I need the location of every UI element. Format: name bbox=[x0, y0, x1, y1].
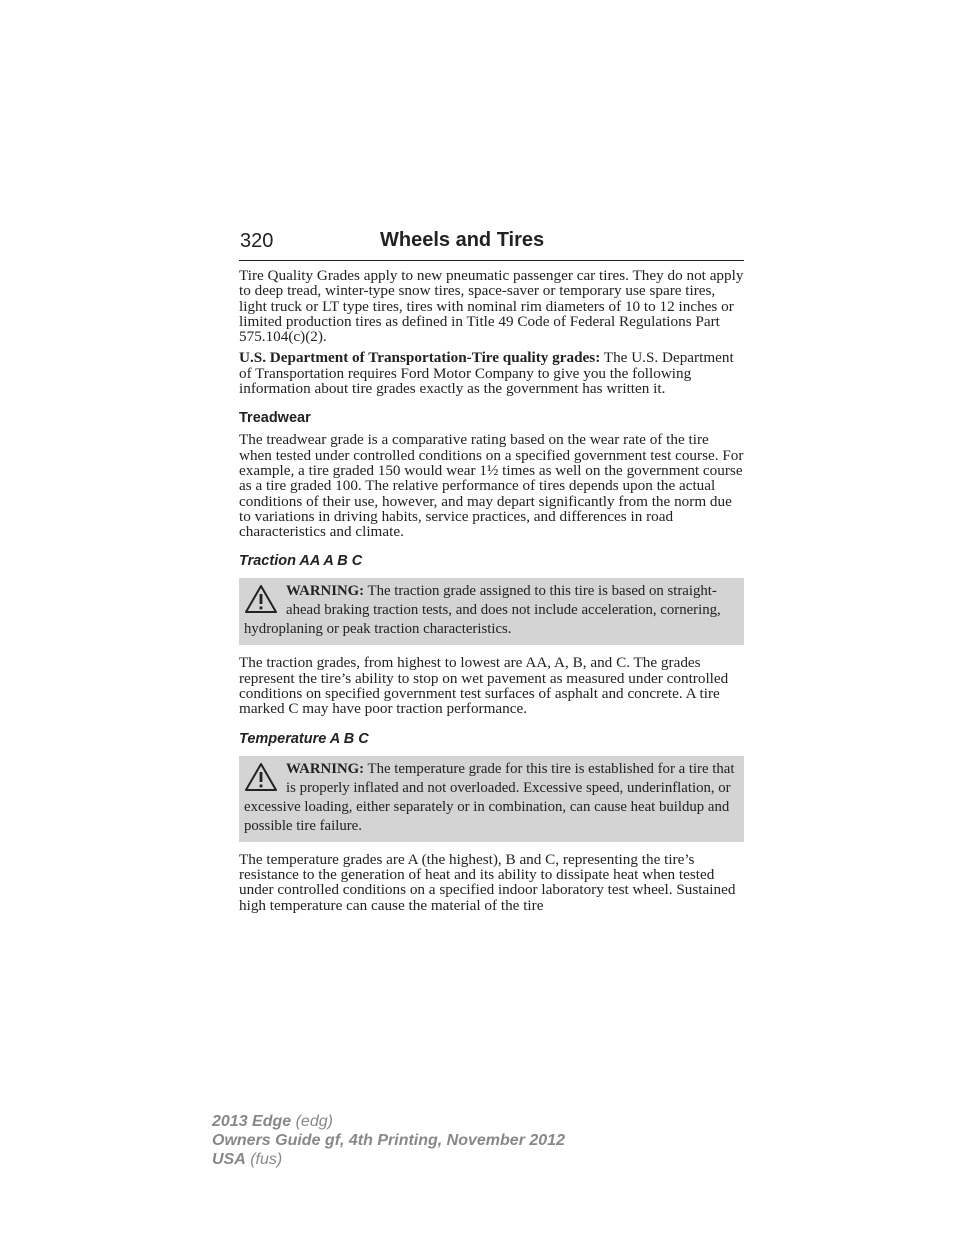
footer-line-market bbox=[212, 1150, 565, 1169]
footer-market: USA bbox=[212, 1151, 246, 1168]
footer-market-code: (fus) bbox=[245, 1151, 283, 1168]
traction-paragraph: The traction grades, from highest to lowest are AA, A, B, and C. The grades represent the tire’s ability to stop on wet pavement as measured under controlled conditions on specified government test surfaces of asphalt and concrete. A tire marked C may have poor traction performance. bbox=[239, 654, 729, 718]
footer-line-model bbox=[212, 1112, 565, 1131]
page-footer bbox=[212, 1112, 565, 1169]
intro-paragraph: Tire Quality Grades apply to new pneumatic passenger car tires. They do not apply to deep tread, winter-type snow tires, space-saver or temporary use spare tires, light truck or LT type tires, tires with nominal rim diameters of 10 to 12 inches or limited production tires as defined in Title 49 Code of Federal Regulations Part 575.104(c)(2). bbox=[239, 267, 744, 346]
treadwear-paragraph: The treadwear grade is a comparative rating based on the wear rate of the tire when tested under controlled conditions on a specified government test course. For example, a tire graded 150 would wear 1½ times as well on the government course as a tire graded 100. The relative performance of tires depends upon the actual conditions of their use, however, and may depart significantly from the norm due to variations in driving habits, service practices, and differences in road characteristics and climate. bbox=[239, 431, 744, 541]
treadwear-heading: Treadwear bbox=[239, 410, 311, 427]
temperature-heading: Temperature A B C bbox=[239, 730, 369, 747]
temperature-paragraph: The temperature grades are A (the highest), B and C, representing the tire’s resistance to the generation of heat and its ability to dissipate heat when tested under controlled conditions on a specified indoor laboratory test wheel. Sustained high temperature can cause the material of the tire bbox=[239, 850, 736, 914]
footer-printing: Owners Guide gf, 4th Printing, November 2012 bbox=[212, 1132, 565, 1149]
dot-paragraph bbox=[239, 350, 744, 396]
warning-text: The temperature grade for this tire is established for a tire that is properly inflated and not overloaded. Excessive speed, underinflation, or excessive loading, either separately or in combination, can cause heat buildup and possible tire failure. bbox=[244, 760, 735, 834]
traction-warning-box bbox=[239, 578, 744, 645]
traction-heading: Traction AA A B C bbox=[239, 553, 363, 570]
temperature-warning-box bbox=[239, 756, 744, 842]
section-title: Wheels and Tires bbox=[380, 229, 545, 251]
page-header bbox=[239, 228, 744, 261]
footer-model-code: (edg) bbox=[291, 1113, 333, 1130]
dot-text: The U.S. Department of Transportation requires Ford Motor Company to give you the following information about tire grades exactly as the government has written it. bbox=[239, 349, 734, 398]
warning-text: The traction grade assigned to this tire is based on straight-ahead braking traction tests, and does not include acceleration, cornering, hydroplaning or peak traction characteristics. bbox=[244, 583, 721, 638]
warning-triangle-icon bbox=[244, 584, 278, 614]
warning-triangle-icon bbox=[244, 762, 278, 792]
footer-model: 2013 Edge bbox=[212, 1113, 292, 1130]
warning-label: WARNING: bbox=[286, 760, 365, 777]
page-number: 320 bbox=[240, 230, 274, 252]
dot-label: U.S. Department of Transportation-Tire quality grades: bbox=[239, 349, 601, 367]
warning-label: WARNING: bbox=[286, 583, 365, 600]
page-body bbox=[239, 268, 744, 919]
